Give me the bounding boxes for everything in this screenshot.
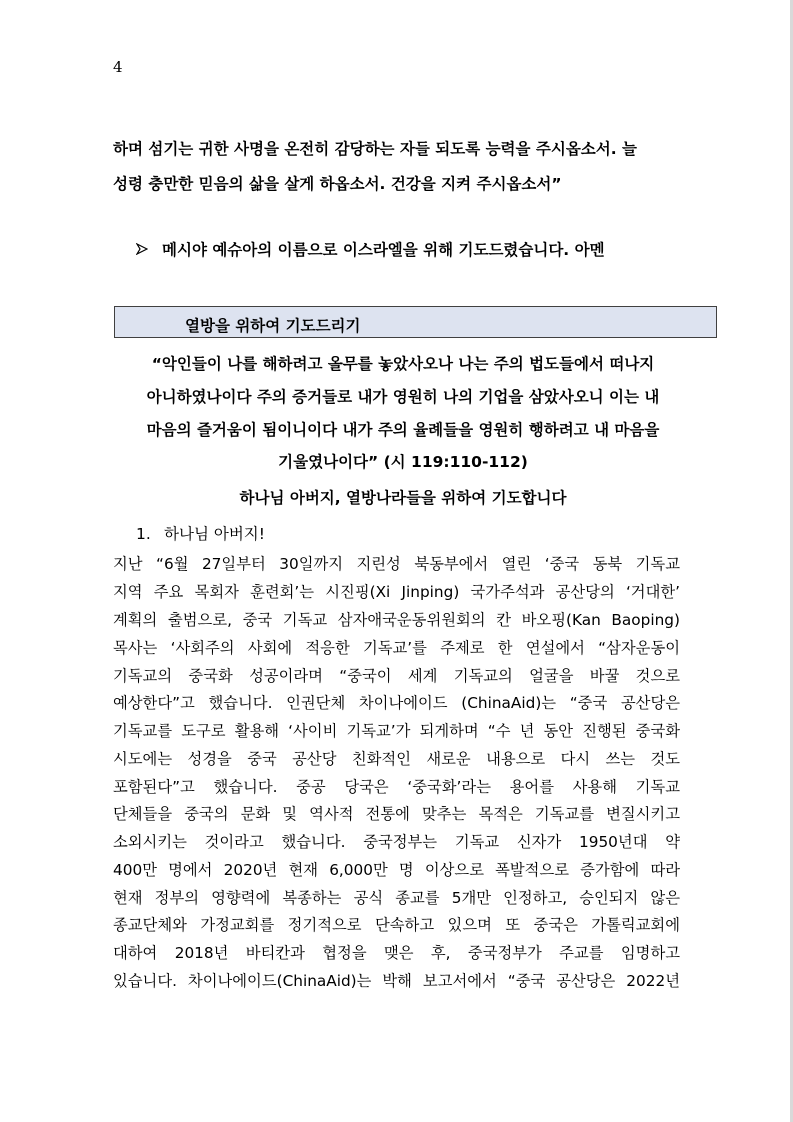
list-text: 하나님 아버지! — [164, 525, 265, 543]
body-line: 기독교의 중국화 성공이라며 “중국이 세계 기독교의 얼굴을 바꿀 것으로 — [113, 667, 680, 685]
section-title-box — [114, 306, 717, 338]
body-line: 계획의 출범으로, 중국 기독교 삼자애국운동위원회의 칸 바오핑(Kan Baoping) — [113, 611, 680, 629]
scripture-quote-line: “악인들이 나를 해하려고 올무를 놓았사오나 나는 주의 법도들에서 떠나지 — [151, 355, 655, 373]
body-line: 시도에는 성경을 중국 공산당 친화적인 새로운 내용으로 다시 쓰는 것도 — [113, 750, 680, 768]
body-line: 목사는 ‘사회주의 사회에 적응한 기독교’를 주제로 한 연설에서 “삼자운동이 — [113, 639, 680, 657]
body-line: 대하여 2018년 바티칸과 협정을 맺은 후, 중국정부가 주교를 임명하고 — [113, 944, 680, 962]
body-line: 포함된다”고 했습니다. 중공 당국은 ‘중국화’라는 용어를 사용해 기독교 — [113, 778, 680, 796]
body-line: 단체들을 중국의 문화 및 역사적 전통에 맞추는 목적은 기독교를 변질시키고 — [113, 805, 680, 823]
body-line: 소외시키는 것이라고 했습니다. 중국정부는 기독교 신자가 1950년대 약 — [113, 833, 680, 851]
scripture-quote-line: 아니하였나이다 주의 증거들로 내가 영원히 나의 기업을 삼았사오니 이는 내 — [146, 388, 660, 406]
body-line: 지역 주요 목회자 훈련회’는 시진핑(Xi Jinping) 국가주석과 공산당의 ‘거대한’ — [113, 583, 680, 601]
body-line: 지난 “6월 27일부터 30일까지 지린성 북동부에서 열린 ‘중국 동북 기독교 — [113, 555, 680, 573]
arrow-bullet-icon — [136, 241, 162, 259]
body-line: 있습니다. 차이나에이드(ChinaAid)는 박해 보고서에서 “중국 공산당은 2022년 — [113, 972, 680, 990]
body-line: 현재 정부의 영향력에 복종하는 공식 종교를 5개만 인정하고, 승인되지 않은 — [113, 889, 680, 907]
body-line: 종교단체와 가정교회를 정기적으로 단속하고 있으며 또 중국은 가톨릭교회에 — [113, 916, 680, 934]
bullet-text: 메시야 예슈아의 이름으로 이스라엘을 위해 기도드렸습니다. 아멘 — [162, 241, 605, 259]
page-number: 4 — [113, 58, 123, 76]
body-line: 기독교를 도구로 활용해 ‘사이비 기독교’가 되게하며 “수 년 동안 진행된 중국화 — [113, 722, 680, 740]
intro-line: 성령 충만한 믿음의 삶을 살게 하옵소서. 건강을 지켜 주시옵소서” — [113, 175, 562, 193]
body-line: 예상한다”고 했습니다. 인권단체 차이나에이드 (ChinaAid)는 “중국 공산당은 — [113, 694, 680, 712]
list-item — [136, 522, 265, 544]
intro-line: 하며 섬기는 귀한 사명을 온전히 감당하는 자들 되도록 능력을 주시옵소서. 늘 — [113, 140, 638, 158]
scripture-quote-line: 마음의 즐거움이 됨이니이다 내가 주의 율례들을 영원히 행하려고 내 마음을 — [146, 421, 660, 439]
section-title: 열방을 위하여 기도드리기 — [185, 317, 361, 335]
body-line: 400만 명에서 2020년 현재 6,000만 명 이상으로 폭발적으로 증가함에 따라 — [113, 861, 680, 879]
scripture-quote-line: 기울였나이다” (시 119:110-112) — [278, 453, 528, 471]
list-number: 1. — [136, 525, 151, 543]
bullet-item — [136, 238, 605, 260]
prayer-heading: 하나님 아버지, 열방나라들을 위하여 기도합니다 — [239, 489, 567, 507]
